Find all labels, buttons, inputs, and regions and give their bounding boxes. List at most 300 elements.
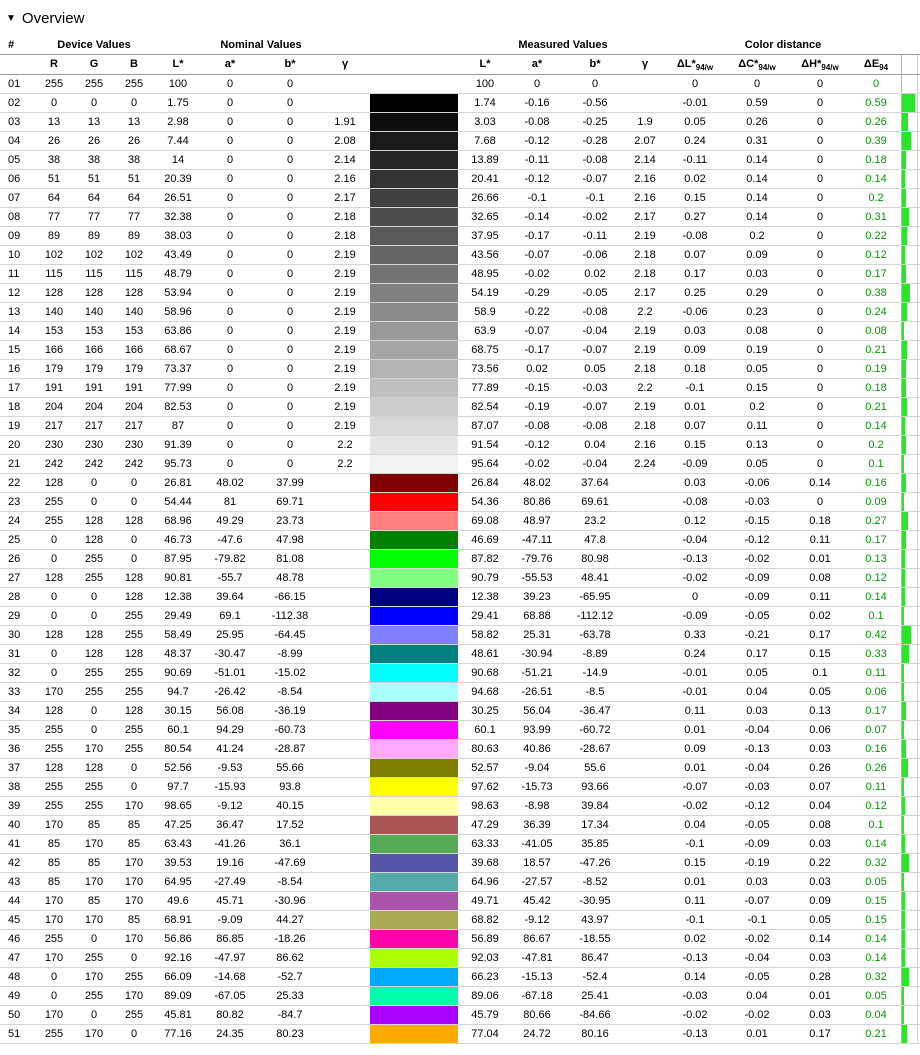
color-swatch-cell	[370, 949, 458, 967]
delta-e-bar	[902, 626, 911, 644]
delta-e-bar-cell	[901, 569, 918, 587]
cell-nominal-lstar: 64.95	[164, 876, 192, 888]
cell-delta-c: 0.01	[746, 1028, 768, 1040]
cell-delta-e: 0.18	[865, 154, 887, 166]
cell-nominal-astar: -15.93	[214, 781, 246, 793]
column-header-g: G	[89, 58, 99, 70]
cell-measured-gamma	[625, 968, 665, 986]
cell-delta-c: -0.12	[744, 800, 770, 812]
cell-measured-astar: -9.12	[524, 914, 550, 926]
cell-index: 16	[8, 363, 21, 375]
delta-e-bar	[902, 246, 905, 264]
cell-nominal-lstar: 60.1	[167, 724, 189, 736]
cell-delta-c: 0.17	[746, 648, 768, 660]
cell-device-g: 217	[84, 420, 104, 432]
cell-index: 29	[8, 610, 21, 622]
cell-device-b: 128	[124, 287, 144, 299]
table-row	[0, 930, 920, 949]
cell-nominal-astar: -51.01	[214, 667, 246, 679]
cell-nominal-astar: 25.95	[216, 629, 244, 641]
cell-delta-c: 0.08	[746, 325, 768, 337]
cell-nominal-astar: -55.7	[217, 572, 243, 584]
delta-e-bar-cell	[901, 626, 918, 644]
cell-nominal-lstar: 66.09	[164, 971, 192, 983]
cell-delta-l: -0.08	[682, 230, 708, 242]
table-row	[0, 436, 920, 455]
table-row	[0, 417, 920, 436]
cell-measured-astar: -0.14	[524, 211, 550, 223]
cell-delta-h: 0.04	[809, 800, 831, 812]
cell-delta-c: -0.13	[744, 743, 770, 755]
color-swatch-cell	[370, 132, 458, 150]
cell-measured-bstar: 69.61	[581, 496, 609, 508]
cell-device-g: 230	[84, 439, 104, 451]
cell-device-b: 51	[127, 173, 141, 185]
cell-delta-c: 0.14	[746, 154, 768, 166]
cell-measured-gamma	[625, 873, 665, 891]
cell-device-r: 255	[44, 743, 64, 755]
cell-nominal-lstar: 20.39	[164, 173, 192, 185]
cell-nominal-astar: -9.12	[217, 800, 243, 812]
cell-device-b: 191	[124, 382, 144, 394]
cell-measured-bstar: -0.06	[582, 249, 608, 261]
cell-nominal-gamma	[322, 626, 368, 644]
cell-measured-bstar: -36.47	[579, 705, 611, 717]
overview-section-toggle[interactable]	[0, 0, 920, 30]
cell-measured-bstar: 0.02	[584, 268, 606, 280]
cell-nominal-gamma: 2.19	[334, 325, 356, 337]
cell-index: 38	[8, 781, 21, 793]
cell-delta-h: 0	[816, 420, 824, 432]
delta-e-bar	[902, 398, 907, 416]
cell-delta-l: 0.11	[684, 705, 706, 717]
delta-e-bar-cell	[901, 303, 918, 321]
cell-delta-h: 0.05	[809, 914, 831, 926]
cell-measured-lstar: 80.63	[471, 743, 499, 755]
cell-delta-c: 0.29	[746, 287, 768, 299]
color-swatch	[370, 683, 458, 701]
cell-nominal-bstar: -52.7	[277, 971, 303, 983]
cell-measured-gamma: 2.18	[634, 249, 656, 261]
cell-index: 12	[8, 287, 21, 299]
cell-measured-bstar: -8.5	[585, 686, 605, 698]
table-row	[0, 94, 920, 113]
cell-delta-l: 0.07	[684, 249, 706, 261]
cell-index: 51	[8, 1028, 21, 1040]
cell-delta-h: 0	[816, 325, 824, 337]
delta-e-bar	[902, 113, 908, 131]
cell-device-b: 179	[124, 363, 144, 375]
cell-nominal-gamma	[322, 816, 368, 834]
cell-nominal-lstar: 48.37	[164, 648, 192, 660]
cell-delta-c: -0.05	[744, 971, 770, 983]
delta-e-bar-cell	[901, 360, 918, 378]
cell-device-r: 89	[47, 230, 61, 242]
cell-index: 45	[8, 914, 21, 926]
cell-nominal-lstar: 90.81	[164, 572, 192, 584]
cell-nominal-astar: 0	[226, 420, 234, 432]
delta-e-bar-cell	[901, 284, 918, 302]
cell-delta-h: 0.08	[809, 819, 831, 831]
cell-delta-e: 0.19	[865, 363, 887, 375]
cell-measured-lstar: 68.82	[471, 914, 499, 926]
cell-delta-l: -0.13	[682, 1028, 708, 1040]
cell-delta-l: 0.02	[684, 933, 706, 945]
cell-measured-astar: -0.08	[524, 420, 550, 432]
cell-nominal-astar: 49.29	[216, 515, 244, 527]
cell-index: 09	[8, 230, 21, 242]
cell-delta-e: 0.14	[865, 952, 887, 964]
delta-e-bar	[902, 436, 906, 454]
color-swatch-cell	[370, 379, 458, 397]
cell-measured-bstar: -28.67	[579, 743, 611, 755]
cell-delta-h: 0	[816, 192, 824, 204]
delta-e-bar	[902, 854, 909, 872]
cell-measured-gamma	[625, 987, 665, 1005]
cell-nominal-astar: -27.49	[214, 876, 246, 888]
cell-delta-l: 0.11	[684, 895, 706, 907]
cell-index: 20	[8, 439, 21, 451]
cell-delta-e: 0.32	[865, 971, 887, 983]
cell-device-g: 77	[87, 211, 101, 223]
cell-index: 27	[8, 572, 21, 584]
color-swatch-cell	[370, 816, 458, 834]
color-swatch	[370, 873, 458, 891]
cell-delta-e: 0.07	[865, 724, 887, 736]
cell-delta-c: -0.02	[744, 553, 770, 565]
color-swatch-cell	[370, 930, 458, 948]
cell-device-r: 153	[44, 325, 64, 337]
cell-measured-astar: -15.73	[521, 781, 553, 793]
cell-measured-gamma: 2.2	[637, 382, 653, 394]
column-header-measured-gamma: γ	[641, 58, 649, 70]
table-row	[0, 151, 920, 170]
cell-measured-bstar: 43.97	[581, 914, 609, 926]
cell-nominal-lstar: 91.39	[164, 439, 192, 451]
cell-nominal-lstar: 7.44	[167, 135, 189, 147]
cell-device-g: 0	[90, 610, 98, 622]
cell-device-r: 77	[47, 211, 61, 223]
cell-nominal-bstar: -64.45	[274, 629, 306, 641]
cell-measured-astar: 80.86	[523, 496, 551, 508]
cell-measured-bstar: 80.98	[581, 553, 609, 565]
cell-delta-h: 0	[816, 458, 824, 470]
cell-measured-bstar: -47.26	[579, 857, 611, 869]
cell-device-r: 217	[44, 420, 64, 432]
cell-device-b: 0	[130, 553, 138, 565]
delta-e-bar-cell	[901, 721, 918, 739]
color-swatch-cell	[370, 493, 458, 511]
cell-nominal-lstar: 89.09	[164, 990, 192, 1002]
cell-delta-l: 0.27	[684, 211, 706, 223]
color-swatch-cell	[370, 987, 458, 1005]
cell-nominal-bstar: -8.54	[277, 876, 303, 888]
cell-delta-l: -0.07	[682, 781, 708, 793]
cell-measured-gamma	[625, 607, 665, 625]
cell-delta-l: -0.08	[682, 496, 708, 508]
table-row	[0, 892, 920, 911]
cell-measured-gamma: 2.16	[634, 192, 656, 204]
cell-measured-lstar: 26.66	[471, 192, 499, 204]
cell-nominal-gamma	[322, 531, 368, 549]
cell-delta-h: 0.11	[809, 591, 831, 603]
cell-measured-astar: -0.16	[524, 97, 550, 109]
cell-delta-l: 0.33	[684, 629, 706, 641]
cell-delta-e: 0.21	[865, 401, 887, 413]
cell-nominal-lstar: 53.94	[164, 287, 192, 299]
cell-measured-gamma	[625, 892, 665, 910]
cell-nominal-bstar: 0	[286, 78, 294, 90]
cell-measured-bstar: -0.11	[582, 230, 608, 242]
cell-nominal-astar: -30.47	[214, 648, 246, 660]
cell-delta-c: -0.02	[744, 933, 770, 945]
cell-nominal-astar: 0	[226, 211, 234, 223]
cell-nominal-lstar: 77.99	[164, 382, 192, 394]
cell-delta-e: 0.22	[865, 230, 887, 242]
cell-delta-c: 0.14	[746, 173, 768, 185]
cell-nominal-astar: 86.85	[216, 933, 244, 945]
cell-delta-l: 0.04	[684, 819, 706, 831]
table-row	[0, 303, 920, 322]
table-row	[0, 816, 920, 835]
color-swatch	[370, 835, 458, 853]
cell-measured-bstar: 47.8	[584, 534, 606, 546]
cell-device-r: 242	[44, 458, 64, 470]
cell-device-g: 128	[84, 629, 104, 641]
cell-device-g: 128	[84, 515, 104, 527]
cell-measured-bstar: 0.05	[584, 363, 606, 375]
cell-nominal-astar: -67.05	[214, 990, 246, 1002]
cell-nominal-gamma: 2.19	[334, 306, 356, 318]
cell-device-r: 140	[44, 306, 64, 318]
cell-measured-gamma: 2.18	[634, 363, 656, 375]
cell-measured-lstar: 63.33	[471, 838, 499, 850]
column-header-nominal-astar: a*	[224, 58, 236, 70]
cell-measured-gamma	[625, 1006, 665, 1024]
cell-nominal-astar: 36.47	[216, 819, 244, 831]
cell-delta-e: 0.12	[865, 800, 887, 812]
cell-delta-e: 0.2	[868, 192, 884, 204]
cell-device-r: 128	[44, 705, 64, 717]
table-row	[0, 284, 920, 303]
delta-e-bar	[902, 607, 904, 625]
cell-delta-l: -0.02	[682, 572, 708, 584]
cell-delta-h: 0	[816, 439, 824, 451]
color-swatch	[370, 265, 458, 283]
cell-measured-lstar: 39.68	[471, 857, 499, 869]
table-row	[0, 227, 920, 246]
cell-measured-astar: -47.11	[521, 534, 553, 546]
delta-e-bar	[902, 94, 915, 112]
cell-delta-l: 0.17	[684, 268, 706, 280]
cell-nominal-lstar: 26.81	[164, 477, 192, 489]
cell-measured-astar: -0.15	[524, 382, 550, 394]
cell-nominal-bstar: 69.71	[276, 496, 304, 508]
cell-delta-l: 0.24	[684, 648, 706, 660]
table-row	[0, 987, 920, 1006]
cell-delta-e: 0.05	[865, 990, 887, 1002]
delta-e-bar-cell	[901, 930, 918, 948]
color-swatch	[370, 531, 458, 549]
cell-measured-gamma: 2.24	[634, 458, 656, 470]
column-header-measured-lstar: L*	[479, 58, 491, 70]
delta-e-bar-cell	[901, 341, 918, 359]
cell-measured-lstar: 82.54	[471, 401, 499, 413]
cell-device-r: 170	[44, 895, 64, 907]
delta-e-bar	[902, 721, 904, 739]
color-swatch	[370, 702, 458, 720]
color-swatch-cell	[370, 436, 458, 454]
delta-e-bar	[902, 417, 905, 435]
table-row	[0, 398, 920, 417]
delta-e-bar-cell	[901, 873, 918, 891]
cell-nominal-gamma: 2.08	[334, 135, 356, 147]
cell-device-r: 255	[44, 724, 64, 736]
cell-device-b: 153	[124, 325, 144, 337]
cell-nominal-gamma	[322, 968, 368, 986]
cell-index: 19	[8, 420, 21, 432]
cell-index: 46	[8, 933, 21, 945]
column-header-delta-l: $\Delta L*_{94/w}$	[676, 58, 714, 73]
cell-delta-e: 0.09	[865, 496, 887, 508]
delta-e-bar-cell	[901, 588, 918, 606]
table-row	[0, 835, 920, 854]
cell-delta-c: 0.11	[746, 420, 768, 432]
cell-measured-astar: 93.99	[523, 724, 551, 736]
color-swatch	[370, 417, 458, 435]
cell-delta-e: 0.12	[865, 572, 887, 584]
cell-measured-lstar: 89.06	[471, 990, 499, 1002]
cell-nominal-astar: -26.42	[214, 686, 246, 698]
cell-device-g: 191	[84, 382, 104, 394]
cell-measured-bstar: 80.16	[581, 1028, 609, 1040]
cell-measured-bstar: -63.78	[579, 629, 611, 641]
cell-device-g: 64	[87, 192, 101, 204]
cell-device-r: 170	[44, 952, 64, 964]
delta-e-bar	[902, 132, 911, 150]
cell-measured-lstar: 48.61	[471, 648, 499, 660]
cell-delta-c: -0.03	[744, 781, 770, 793]
table-row	[0, 949, 920, 968]
cell-nominal-gamma	[322, 930, 368, 948]
cell-device-g: 102	[84, 249, 104, 261]
cell-delta-l: 0.14	[684, 971, 706, 983]
delta-e-bar	[902, 474, 906, 492]
cell-measured-astar: -67.18	[521, 990, 553, 1002]
table-row	[0, 75, 920, 94]
table-row	[0, 1006, 920, 1025]
measurement-table	[0, 36, 920, 1044]
cell-measured-lstar: 3.03	[474, 116, 496, 128]
cell-measured-bstar: 0	[591, 78, 599, 90]
table-row	[0, 1025, 920, 1044]
cell-delta-c: 0.2	[749, 230, 765, 242]
cell-device-r: 0	[50, 648, 58, 660]
cell-measured-astar: -0.07	[524, 325, 550, 337]
cell-device-b: 85	[127, 914, 141, 926]
cell-measured-bstar: -0.04	[582, 325, 608, 337]
cell-delta-h: 0	[816, 496, 824, 508]
cell-delta-l: -0.01	[682, 97, 708, 109]
cell-delta-c: 0.03	[746, 268, 768, 280]
cell-delta-c: 0.05	[746, 667, 768, 679]
cell-delta-c: -0.03	[744, 496, 770, 508]
cell-nominal-bstar: 36.1	[279, 838, 301, 850]
table-row	[0, 189, 920, 208]
cell-device-b: 140	[124, 306, 144, 318]
cell-device-b: 128	[124, 705, 144, 717]
cell-nominal-gamma	[322, 664, 368, 682]
cell-measured-lstar: 87.07	[471, 420, 499, 432]
table-group-header-row	[0, 36, 920, 54]
cell-measured-bstar: -52.4	[582, 971, 608, 983]
color-swatch	[370, 949, 458, 967]
cell-delta-l: 0.15	[684, 192, 706, 204]
cell-delta-c: 0.23	[746, 306, 768, 318]
column-header-nominal-lstar: L*	[172, 58, 184, 70]
cell-delta-h: 0	[816, 363, 824, 375]
cell-delta-l: 0.03	[684, 477, 706, 489]
cell-measured-bstar: -112.12	[576, 610, 614, 622]
collapse-triangle-icon: ▼	[6, 12, 16, 24]
cell-delta-l: -0.02	[682, 800, 708, 812]
cell-measured-bstar: -84.66	[579, 1009, 611, 1021]
cell-index: 37	[8, 762, 21, 774]
cell-nominal-astar: 39.64	[216, 591, 244, 603]
cell-device-g: 255	[84, 800, 104, 812]
color-swatch	[370, 75, 458, 93]
delta-e-bar	[902, 645, 909, 663]
delta-e-bar	[902, 379, 906, 397]
cell-index: 34	[8, 705, 21, 717]
color-swatch	[370, 474, 458, 492]
cell-device-r: 0	[50, 591, 58, 603]
cell-nominal-gamma	[322, 94, 368, 112]
color-swatch	[370, 398, 458, 416]
delta-e-bar-cell	[901, 892, 918, 910]
cell-delta-h: 0	[816, 306, 824, 318]
cell-delta-l: -0.09	[682, 458, 708, 470]
cell-device-r: 170	[44, 1009, 64, 1021]
cell-nominal-lstar: 2.98	[167, 116, 189, 128]
cell-device-g: 85	[87, 857, 101, 869]
cell-measured-bstar: -8.89	[582, 648, 608, 660]
cell-index: 05	[8, 154, 21, 166]
cell-device-r: 38	[47, 154, 61, 166]
table-row	[0, 493, 920, 512]
cell-measured-gamma	[625, 702, 665, 720]
cell-delta-e: 0.14	[865, 838, 887, 850]
color-swatch	[370, 1006, 458, 1024]
delta-e-bar	[902, 151, 906, 169]
color-swatch-cell	[370, 759, 458, 777]
delta-e-bar	[902, 550, 905, 568]
cell-delta-c: 0.03	[746, 705, 768, 717]
cell-nominal-gamma: 2.19	[334, 268, 356, 280]
cell-device-g: 204	[84, 401, 104, 413]
cell-measured-gamma: 2.19	[634, 344, 656, 356]
color-swatch	[370, 303, 458, 321]
cell-nominal-bstar: 0	[286, 268, 294, 280]
cell-nominal-lstar: 26.51	[164, 192, 192, 204]
cell-delta-l: -0.09	[682, 610, 708, 622]
cell-delta-e: 0.24	[865, 306, 887, 318]
cell-delta-e: 0.06	[865, 686, 887, 698]
table-row	[0, 702, 920, 721]
delta-e-bar	[902, 341, 907, 359]
delta-e-bar	[902, 208, 909, 226]
cell-measured-astar: -47.81	[521, 952, 553, 964]
